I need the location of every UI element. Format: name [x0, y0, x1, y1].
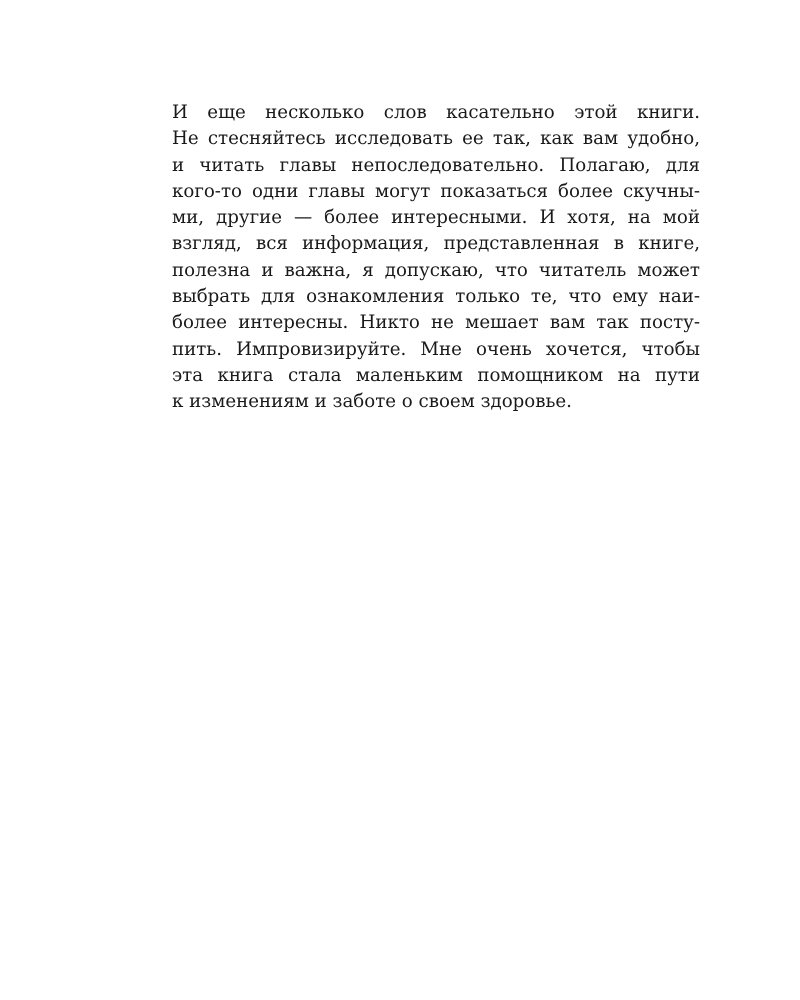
- paragraph-line: И еще несколько слов касательно этой книги.: [172, 102, 700, 123]
- paragraph-line: и читать главы непоследовательно. Полагаю, для: [172, 154, 700, 176]
- paragraph-line: выбрать для ознакомления только те, что ему наи-: [172, 286, 700, 308]
- paragraph-line: Не стесняйтесь исследовать ее так, как вам удобно,: [172, 128, 700, 150]
- paragraph-line: к изменениям и заботе о своем здоровье.: [172, 391, 572, 413]
- paragraph-line: более интересны. Никто не мешает вам так посту-: [172, 312, 700, 334]
- paragraph-line: взгляд, вся информация, представленная в книге,: [172, 233, 700, 255]
- paragraph-line: кого-то одни главы могут показаться более скучны-: [172, 180, 700, 202]
- paragraph-line: пить. Импровизируйте. Мне очень хочется, чтобы: [172, 338, 700, 360]
- paragraph-line: ми, другие — более интересными. И хотя, на мой: [172, 207, 700, 229]
- paragraph-line: эта книга стала маленьким помощником на пути: [172, 364, 700, 386]
- paragraph-line: полезна и важна, я допускаю, что читатель может: [172, 259, 700, 281]
- body-paragraph: [172, 100, 700, 416]
